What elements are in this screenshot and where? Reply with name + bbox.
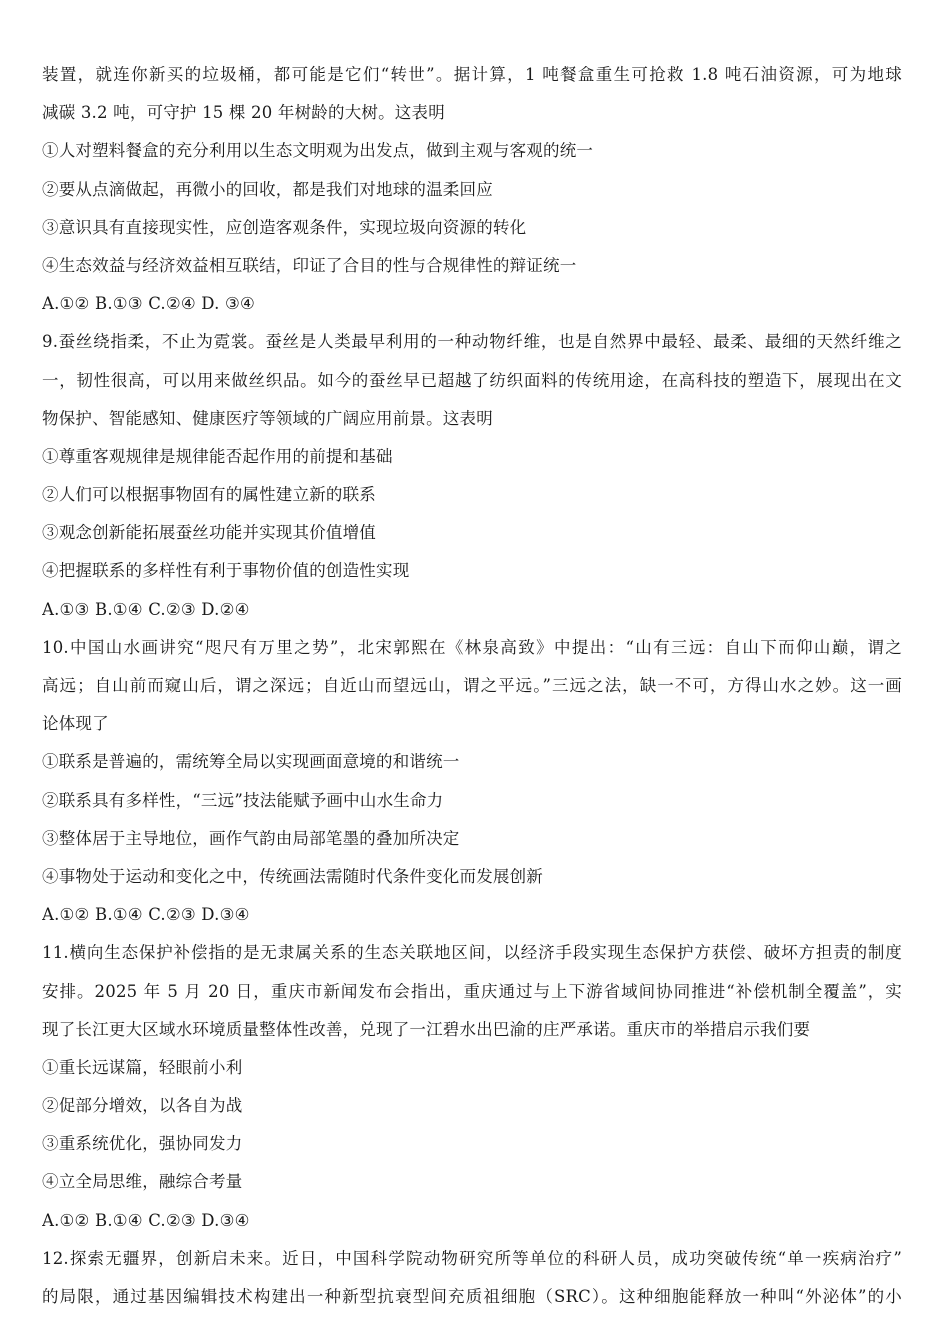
answer-choices: A.①② B.①④ C.②③ D.③④ xyxy=(42,1210,250,1230)
option-statement-1: ①尊重客观规律是规律能否起作用的前提和基础 xyxy=(42,446,393,466)
question-stem-line: 9.蚕丝绕指柔，不止为霓裳。蚕丝是人类最早利用的一种动物纤维，也是自然界中最轻、最柔、最细的天然纤维之 xyxy=(42,332,902,352)
question-11 xyxy=(42,934,902,1240)
option-statement-2: ②促部分增效，以各自为战 xyxy=(42,1096,243,1116)
question-10 xyxy=(42,629,902,935)
question-stem-line: 11.横向生态保护补偿指的是无隶属关系的生态关联地区间，以经济手段实现生态保护方获偿、破坏方担责的制度 xyxy=(42,943,902,963)
option-statement-3: ③意识具有直接现实性，应创造客观条件，实现垃圾向资源的转化 xyxy=(42,217,527,237)
answer-choices: A.①② B.①④ C.②③ D.③④ xyxy=(42,905,250,925)
question-stem-line: 安排。2025 年 5 月 20 日，重庆市新闻发布会指出，重庆通过与上下游省域间协同推进“补偿机制全覆盖”，实 xyxy=(42,981,902,1001)
exam-page xyxy=(42,56,902,1316)
option-statement-4: ④生态效益与经济效益相互联结，印证了合目的性与合规律性的辩证统一 xyxy=(42,255,577,275)
option-statement-2: ②联系具有多样性，“三远”技法能赋予画中山水生命力 xyxy=(42,790,444,810)
option-statement-4: ④立全局思维，融综合考量 xyxy=(42,1172,243,1192)
question-12 xyxy=(42,1240,902,1316)
question-stem-line: 12.探索无疆界，创新启未来。近日，中国科学院动物研究所等单位的科研人员，成功突破传统“单一疾病治疗” xyxy=(42,1248,902,1268)
option-statement-4: ④把握联系的多样性有利于事物价值的创造性实现 xyxy=(42,561,410,581)
question-stem-line: 现了长江更大区域水环境质量整体性改善，兑现了一江碧水出巴渝的庄严承诺。重庆市的举措启示我们要 xyxy=(42,1019,811,1039)
question-stem-line: 的局限，通过基因编辑技术构建出一种新型抗衰型间充质祖细胞（SRC）。这种细胞能释放一种叫“外泌体”的小 xyxy=(42,1287,902,1306)
option-statement-1: ①联系是普遍的，需统筹全局以实现画面意境的和谐统一 xyxy=(42,752,460,772)
option-statement-2: ②人们可以根据事物固有的属性建立新的联系 xyxy=(42,485,376,505)
question-stem-line: 装置，就连你新买的垃圾桶，都可能是它们“转世”。据计算，1 吨餐盒重生可抢救 1.8 吨石油资源，可为地球 xyxy=(42,65,902,84)
question-9 xyxy=(42,323,902,629)
question-stem-line: 高远；自山前而窥山后，谓之深远；自近山而望远山，谓之平远。”三远之法，缺一不可，方得山水之妙。这一画 xyxy=(42,676,902,695)
question-stem-line: 论体现了 xyxy=(42,714,109,734)
option-statement-3: ③重系统优化，强协同发力 xyxy=(42,1134,243,1154)
answer-choices: A.①② B.①③ C.②④ D. ③④ xyxy=(42,294,256,314)
option-statement-1: ①人对塑料餐盒的充分利用以生态文明观为出发点，做到主观与客观的统一 xyxy=(42,141,594,161)
question-stem-line: 10.中国山水画讲究“咫尺有万里之势”，北宋郭熙在《林泉高致》中提出：“山有三远：自山下而仰山巅，谓之 xyxy=(42,637,902,657)
question-stem-line: 一，韧性很高，可以用来做丝织品。如今的蚕丝早已超越了纺织面料的传统用途，在高科技的塑造下，展现出在文 xyxy=(42,370,902,390)
question-stem-line: 减碳 3.2 吨，可守护 15 棵 20 年树龄的大树。这表明 xyxy=(42,103,445,123)
option-statement-3: ③整体居于主导地位，画作气韵由局部笔墨的叠加所决定 xyxy=(42,828,460,848)
question-stem-line: 物保护、智能感知、健康医疗等领域的广阔应用前景。这表明 xyxy=(42,408,493,428)
option-statement-2: ②要从点滴做起，再微小的回收，都是我们对地球的温柔回应 xyxy=(42,179,493,199)
answer-choices: A.①③ B.①④ C.②③ D.②④ xyxy=(42,599,250,619)
option-statement-1: ①重长远谋篇，轻眼前小利 xyxy=(42,1057,243,1077)
option-statement-3: ③观念创新能拓展蚕丝功能并实现其价值增值 xyxy=(42,523,376,543)
question-8-continued xyxy=(42,56,902,323)
option-statement-4: ④事物处于运动和变化之中，传统画法需随时代条件变化而发展创新 xyxy=(42,866,543,886)
